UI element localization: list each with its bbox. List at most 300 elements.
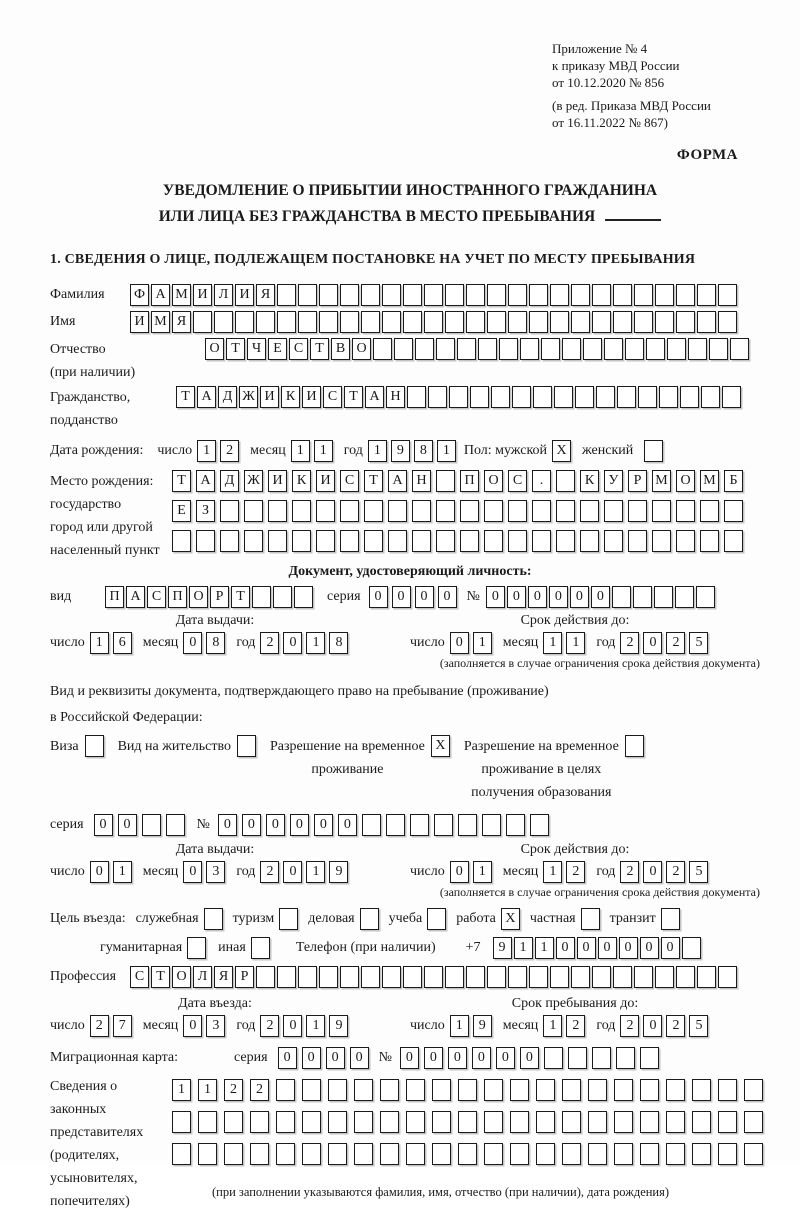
identity-doc-kind-field[interactable] [105,586,313,608]
cell[interactable] [302,1111,321,1133]
cell[interactable]: О [172,966,191,988]
representatives-line-2[interactable] [172,1111,763,1133]
cell[interactable]: Т [226,338,245,360]
cell[interactable] [638,386,657,408]
birth-year-field[interactable] [368,440,456,462]
entry-year[interactable] [260,1015,348,1037]
cell[interactable] [614,1143,633,1165]
cell[interactable] [394,338,413,360]
cell[interactable] [292,530,311,552]
cell[interactable]: 0 [661,937,680,959]
cell[interactable] [403,966,422,988]
cell[interactable]: 2 [566,861,585,883]
cell[interactable]: Т [176,386,195,408]
cell[interactable] [407,386,426,408]
cell[interactable] [484,500,503,522]
purpose-work-checkbox[interactable] [501,908,520,930]
cell[interactable] [709,338,728,360]
cell[interactable]: 0 [283,1015,302,1037]
cell[interactable]: 0 [400,1047,419,1069]
cell[interactable] [406,1079,425,1101]
cell[interactable]: 9 [473,1015,492,1037]
cell[interactable] [302,1143,321,1165]
cell[interactable] [675,586,694,608]
cell[interactable] [403,311,422,333]
cell[interactable] [428,386,447,408]
cell[interactable]: 0 [520,1047,539,1069]
residence-issue-year[interactable] [260,861,348,883]
cell[interactable]: 1 [197,440,216,462]
cell[interactable] [432,1111,451,1133]
cell[interactable] [466,284,485,306]
cell[interactable] [724,500,743,522]
cell[interactable] [508,284,527,306]
cell[interactable] [193,311,212,333]
cell[interactable] [424,284,443,306]
cell[interactable]: Л [193,966,212,988]
visa-checkbox[interactable] [85,735,104,757]
cell[interactable] [571,966,590,988]
cell[interactable]: 2 [666,632,685,654]
cell[interactable] [328,1079,347,1101]
birth-place-line-2[interactable] [172,500,743,522]
identity-issue-day[interactable] [90,632,132,654]
purpose-tourism-checkbox[interactable] [279,908,298,930]
cell[interactable] [294,586,313,608]
cell[interactable] [588,1143,607,1165]
cell[interactable] [604,530,623,552]
cell[interactable]: И [193,284,212,306]
cell[interactable] [432,1143,451,1165]
cell[interactable]: 0 [643,1015,662,1037]
cell[interactable] [361,311,380,333]
stay-day[interactable] [450,1015,492,1037]
cell[interactable]: 2 [566,1015,585,1037]
cell[interactable]: 0 [338,814,357,836]
cell[interactable] [659,386,678,408]
cell[interactable]: С [289,338,308,360]
cell[interactable] [276,1143,295,1165]
cell[interactable]: К [292,470,311,492]
cell[interactable]: 1 [473,632,492,654]
cell[interactable] [224,1111,243,1133]
cell[interactable] [458,1111,477,1133]
cell[interactable]: 0 [90,861,109,883]
cell[interactable]: Р [235,966,254,988]
cell[interactable] [640,1079,659,1101]
cell[interactable] [508,530,527,552]
cell[interactable]: Т [344,386,363,408]
purpose-transit-checkbox[interactable] [661,908,680,930]
cell[interactable] [340,311,359,333]
cell[interactable] [250,1111,269,1133]
cell[interactable] [556,530,575,552]
sex-male-checkbox[interactable] [552,440,571,462]
cell[interactable]: 0 [183,861,202,883]
cell[interactable]: 0 [591,586,610,608]
cell[interactable] [510,1143,529,1165]
cell[interactable]: 8 [329,632,348,654]
residence-valid-year[interactable] [620,861,708,883]
identity-doc-number-field[interactable] [486,586,715,608]
residence-seriya-field[interactable] [94,814,185,836]
cell[interactable] [354,1143,373,1165]
cell[interactable]: А [365,386,384,408]
cell[interactable] [436,338,455,360]
cell[interactable]: А [196,470,215,492]
cell[interactable]: 1 [198,1079,217,1101]
cell[interactable] [654,586,673,608]
cell[interactable]: 0 [278,1047,297,1069]
cell[interactable]: 0 [242,814,261,836]
cell[interactable]: Т [151,966,170,988]
cell[interactable] [373,338,392,360]
cell[interactable] [550,284,569,306]
cell[interactable]: О [676,470,695,492]
cell[interactable] [562,1079,581,1101]
cell[interactable] [277,311,296,333]
cell[interactable] [382,311,401,333]
cell[interactable] [478,338,497,360]
cell[interactable] [730,338,749,360]
cell[interactable] [196,530,215,552]
cell[interactable]: 1 [543,632,562,654]
cell[interactable]: 0 [496,1047,515,1069]
cell[interactable] [508,311,527,333]
cell[interactable] [508,966,527,988]
cell[interactable]: 1 [543,1015,562,1037]
cell[interactable] [458,814,477,836]
cell[interactable] [187,937,206,959]
cell[interactable]: Я [172,311,191,333]
cell[interactable]: 2 [224,1079,243,1101]
cell[interactable]: 7 [113,1015,132,1037]
cell[interactable] [85,735,104,757]
cell[interactable]: 0 [528,586,547,608]
cell[interactable] [458,1079,477,1101]
cell[interactable] [436,530,455,552]
cell[interactable] [361,966,380,988]
migration-seriya-field[interactable] [278,1047,369,1069]
cell[interactable] [718,1079,737,1101]
cell[interactable] [652,530,671,552]
cell[interactable]: И [316,470,335,492]
cell[interactable] [298,311,317,333]
cell[interactable] [640,1111,659,1133]
cell[interactable] [688,338,707,360]
cell[interactable]: 0 [598,937,617,959]
cell[interactable]: 6 [113,632,132,654]
cell[interactable] [554,386,573,408]
cell[interactable]: 2 [260,861,279,883]
birth-month-field[interactable] [291,440,333,462]
cell[interactable]: Ж [244,470,263,492]
cell[interactable] [319,966,338,988]
cell[interactable] [457,338,476,360]
cell[interactable] [588,1079,607,1101]
cell[interactable]: 0 [450,632,469,654]
cell[interactable]: 1 [473,861,492,883]
identity-issue-year[interactable] [260,632,348,654]
cell[interactable]: И [302,386,321,408]
cell[interactable] [319,311,338,333]
cell[interactable]: 0 [507,586,526,608]
cell[interactable]: 0 [94,814,113,836]
cell[interactable]: 0 [570,586,589,608]
cell[interactable] [458,1143,477,1165]
cell[interactable]: 0 [218,814,237,836]
cell[interactable] [655,284,674,306]
cell[interactable]: С [340,470,359,492]
cell[interactable]: 0 [266,814,285,836]
cell[interactable]: 0 [118,814,137,836]
cell[interactable]: О [189,586,208,608]
cell[interactable] [568,1047,587,1069]
cell[interactable]: 2 [90,1015,109,1037]
cell[interactable] [362,814,381,836]
cell[interactable] [340,966,359,988]
cell[interactable] [256,311,275,333]
cell[interactable]: X [431,735,450,757]
cell[interactable]: Т [310,338,329,360]
cell[interactable]: 1 [368,440,387,462]
cell[interactable]: И [260,386,279,408]
cell[interactable] [237,735,256,757]
cell[interactable]: 0 [619,937,638,959]
cell[interactable]: У [604,470,623,492]
cell[interactable]: 2 [620,861,639,883]
cell[interactable] [273,586,292,608]
cell[interactable]: 9 [329,1015,348,1037]
cell[interactable] [316,530,335,552]
cell[interactable]: 0 [350,1047,369,1069]
cell[interactable] [676,500,695,522]
cell[interactable] [412,530,431,552]
cell[interactable]: 0 [643,861,662,883]
cell[interactable]: Ч [247,338,266,360]
cell[interactable]: 0 [549,586,568,608]
cell[interactable] [588,1111,607,1133]
cell[interactable] [616,1047,635,1069]
cell[interactable] [445,284,464,306]
purpose-other-checkbox[interactable] [251,937,270,959]
cell[interactable] [328,1143,347,1165]
cell[interactable]: 5 [689,632,708,654]
cell[interactable]: 0 [302,1047,321,1069]
cell[interactable] [298,966,317,988]
citizenship-field[interactable] [176,386,741,408]
cell[interactable] [644,440,663,462]
identity-doc-seriya-field[interactable] [369,586,457,608]
cell[interactable] [276,1079,295,1101]
cell[interactable]: X [501,908,520,930]
cell[interactable]: О [484,470,503,492]
cell[interactable] [340,284,359,306]
cell[interactable]: 1 [314,440,333,462]
cell[interactable]: В [331,338,350,360]
cell[interactable] [614,1111,633,1133]
cell[interactable] [361,284,380,306]
purpose-business-checkbox[interactable] [360,908,379,930]
cell[interactable] [466,311,485,333]
cell[interactable] [506,814,525,836]
cell[interactable] [354,1111,373,1133]
cell[interactable] [510,1111,529,1133]
cell[interactable]: 1 [172,1079,191,1101]
cell[interactable] [436,470,455,492]
cell[interactable] [316,500,335,522]
cell[interactable] [633,586,652,608]
cell[interactable]: Т [172,470,191,492]
cell[interactable] [484,1143,503,1165]
cell[interactable]: 0 [314,814,333,836]
cell[interactable]: 1 [535,937,554,959]
cell[interactable] [244,500,263,522]
cell[interactable]: 0 [290,814,309,836]
cell[interactable] [530,814,549,836]
cell[interactable]: Е [268,338,287,360]
cell[interactable] [432,1079,451,1101]
cell[interactable]: М [172,284,191,306]
cell[interactable] [512,386,531,408]
cell[interactable] [544,1047,563,1069]
cell[interactable] [634,966,653,988]
cell[interactable] [604,338,623,360]
cell[interactable] [536,1111,555,1133]
cell[interactable] [536,1079,555,1101]
cell[interactable]: 2 [260,1015,279,1037]
cell[interactable]: 9 [391,440,410,462]
cell[interactable]: 9 [493,937,512,959]
cell[interactable] [484,530,503,552]
cell[interactable] [412,500,431,522]
cell[interactable]: А [151,284,170,306]
cell[interactable] [697,311,716,333]
cell[interactable] [700,530,719,552]
cell[interactable] [427,908,446,930]
entry-day[interactable] [90,1015,132,1037]
cell[interactable] [718,966,737,988]
cell[interactable]: 8 [206,632,225,654]
cell[interactable] [614,1079,633,1101]
cell[interactable]: А [388,470,407,492]
cell[interactable]: 0 [640,937,659,959]
cell[interactable] [406,1143,425,1165]
cell[interactable] [244,530,263,552]
cell[interactable]: О [205,338,224,360]
cell[interactable] [529,311,548,333]
cell[interactable] [484,1079,503,1101]
cell[interactable]: Н [412,470,431,492]
cell[interactable] [744,1143,763,1165]
cell[interactable] [666,1111,685,1133]
cell[interactable] [628,530,647,552]
cell[interactable] [460,500,479,522]
cell[interactable]: Т [231,586,250,608]
cell[interactable] [198,1143,217,1165]
residence-valid-day[interactable] [450,861,492,883]
cell[interactable] [571,284,590,306]
temp-residence-education-checkbox[interactable] [625,735,644,757]
cell[interactable]: Ф [130,284,149,306]
cell[interactable] [360,908,379,930]
cell[interactable] [592,966,611,988]
cell[interactable]: 9 [329,861,348,883]
cell[interactable] [692,1143,711,1165]
cell[interactable] [424,311,443,333]
cell[interactable] [410,814,429,836]
cell[interactable] [220,530,239,552]
cell[interactable] [724,530,743,552]
entry-month[interactable] [183,1015,225,1037]
residence-permit-checkbox[interactable] [237,735,256,757]
cell[interactable] [718,1111,737,1133]
cell[interactable] [676,530,695,552]
cell[interactable]: 0 [326,1047,345,1069]
residence-number-field[interactable] [218,814,549,836]
cell[interactable]: 1 [306,632,325,654]
cell[interactable] [268,530,287,552]
cell[interactable] [436,500,455,522]
cell[interactable] [628,500,647,522]
cell[interactable] [592,311,611,333]
representatives-line-3[interactable] [172,1143,763,1165]
cell[interactable] [562,1111,581,1133]
cell[interactable]: 0 [392,586,411,608]
cell[interactable] [556,470,575,492]
cell[interactable] [256,966,275,988]
cell[interactable]: С [323,386,342,408]
cell[interactable] [661,908,680,930]
migration-number-field[interactable] [400,1047,659,1069]
cell[interactable]: 1 [450,1015,469,1037]
cell[interactable] [292,500,311,522]
cell[interactable]: 0 [183,632,202,654]
cell[interactable] [666,1079,685,1101]
stay-year[interactable] [620,1015,708,1037]
patronymic-field[interactable] [205,338,749,360]
cell[interactable] [224,1143,243,1165]
cell[interactable] [235,311,254,333]
representatives-line-1[interactable] [172,1079,763,1101]
name-field[interactable] [130,311,737,333]
cell[interactable]: 2 [620,632,639,654]
cell[interactable] [403,284,422,306]
cell[interactable] [676,966,695,988]
cell[interactable]: 2 [620,1015,639,1037]
cell[interactable] [581,908,600,930]
cell[interactable]: И [130,311,149,333]
purpose-official-checkbox[interactable] [204,908,223,930]
cell[interactable]: Д [218,386,237,408]
cell[interactable] [445,311,464,333]
cell[interactable]: Р [628,470,647,492]
cell[interactable] [484,1111,503,1133]
cell[interactable]: И [235,284,254,306]
cell[interactable] [532,500,551,522]
cell[interactable]: Р [210,586,229,608]
cell[interactable] [388,500,407,522]
cell[interactable] [251,937,270,959]
cell[interactable] [445,966,464,988]
cell[interactable]: К [281,386,300,408]
cell[interactable] [550,311,569,333]
cell[interactable] [328,1111,347,1133]
cell[interactable] [625,735,644,757]
cell[interactable] [718,311,737,333]
cell[interactable] [701,386,720,408]
cell[interactable]: 1 [306,861,325,883]
